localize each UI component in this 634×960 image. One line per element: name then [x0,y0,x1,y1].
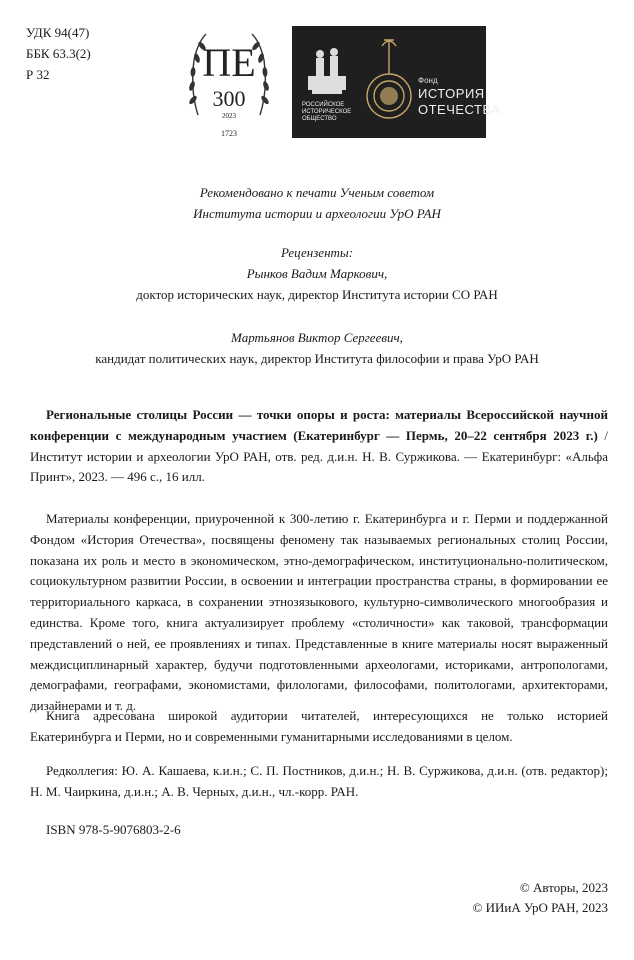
logo-number: 300 [212,86,246,111]
fund-name-line1: ИСТОРИЯ [418,86,485,101]
pe300-logo [184,20,274,140]
author-mark: Р 32 [26,67,50,82]
fund-name-line2: ОТЕЧЕСТВА [418,102,501,117]
reviewer1-title: доктор исторических наук, директор Института истории СО РАН [136,287,498,302]
copyright-institute: © ИИиА УрО РАН, 2023 [472,900,608,915]
reviewers-heading: Рецензенты: [280,245,354,260]
abstract-paragraph-2: Книга адресована широкой аудитории читателей, интересующихся не только историей Екатеринбурга и Перми, но и современными гуманитарными исследованиями в целом. [30,708,608,744]
reviewers-block [0,242,634,369]
logo-year-bottom: 1723 [221,129,237,138]
copyright-authors: © Авторы, 2023 [519,880,608,895]
reviewer2-name: Мартьянов Виктор Сергеевич, [231,330,403,345]
abstract-paragraph-1: Материалы конференции, приуроченной к 300-летию г. Екатеринбурга и г. Перми и поддержанной Фондом «История Отечества», посвящены феномену так называемых региональных столиц России, показана их роль и место в экономическом, этно-демографическом, институционально-политическом, социокультурном развитии России, в освоении и интеграции пространства страны, в формировании ее территориального каркаса, в сохранении этнозязыкового, культурно-символического многообразия и единства. Кроме того, книга актуализирует проблему «столичности» как таковой, трансформации представлений о ней, ее проявлениях и типах. Представленные в книге материалы носят выраженный междисциплинарный характер, будучи подготовленными археологами, историками, антропологами, демографами, географами, экономистами, филологами, философами, политологами, архитекторами, дизайнерами и т. д. [30,511,608,714]
recommendation-line1: Рекомендовано к печати Ученым советом [199,185,435,200]
bib-details: / Институт истории и археологии УрО РАН, отв. ред. д.и.н. Н. В. Суржикова. — Екатеринбург: «Альфа Принт», 2023. — 496 с., 16 илл. [30,427,608,485]
bbk-code: ББК 63.3(2) [26,46,91,61]
book-title: Региональные столицы России — точки опоры и роста: материалы Всероссийской научной конференции с международным участием (Екатеринбург — Пермь, 20–22 сентября 2023 г.) [30,407,608,443]
isbn: ISBN 978-5-9076803-2-6 [46,822,181,837]
bibliographic-description [30,405,608,488]
library-codes [26,22,91,85]
udk-code: УДК 94(47) [26,25,90,40]
recommendation [0,182,634,224]
copyright-block [472,878,608,918]
editorial-board: Редколлегия: Ю. А. Кашаева, к.и.н.; С. П. Постников, д.и.н.; Н. В. Суржикова, д.и.н. (отв. редактор); Н. М. Чаиркина, д.и.н.; А. В. Черных, д.и.н., чл.-корр. РАН. [30,763,608,799]
reviewer2-title: кандидат политических наук, директор Института философии и права УрО РАН [95,351,539,366]
logo-year-top: 2023 [222,112,236,120]
reviewer1-name: Рынков Вадим Маркович, [246,266,388,281]
history-fund-logo [292,26,501,138]
pe-mark: ПЕ [202,40,256,85]
fund-label: Фонд [418,76,438,85]
recommendation-line2: Института истории и археологии УрО РАН [193,206,441,221]
society-name: РОССИЙСКОЕ ИСТОРИЧЕСКОЕ ОБЩЕСТВО [302,102,352,122]
